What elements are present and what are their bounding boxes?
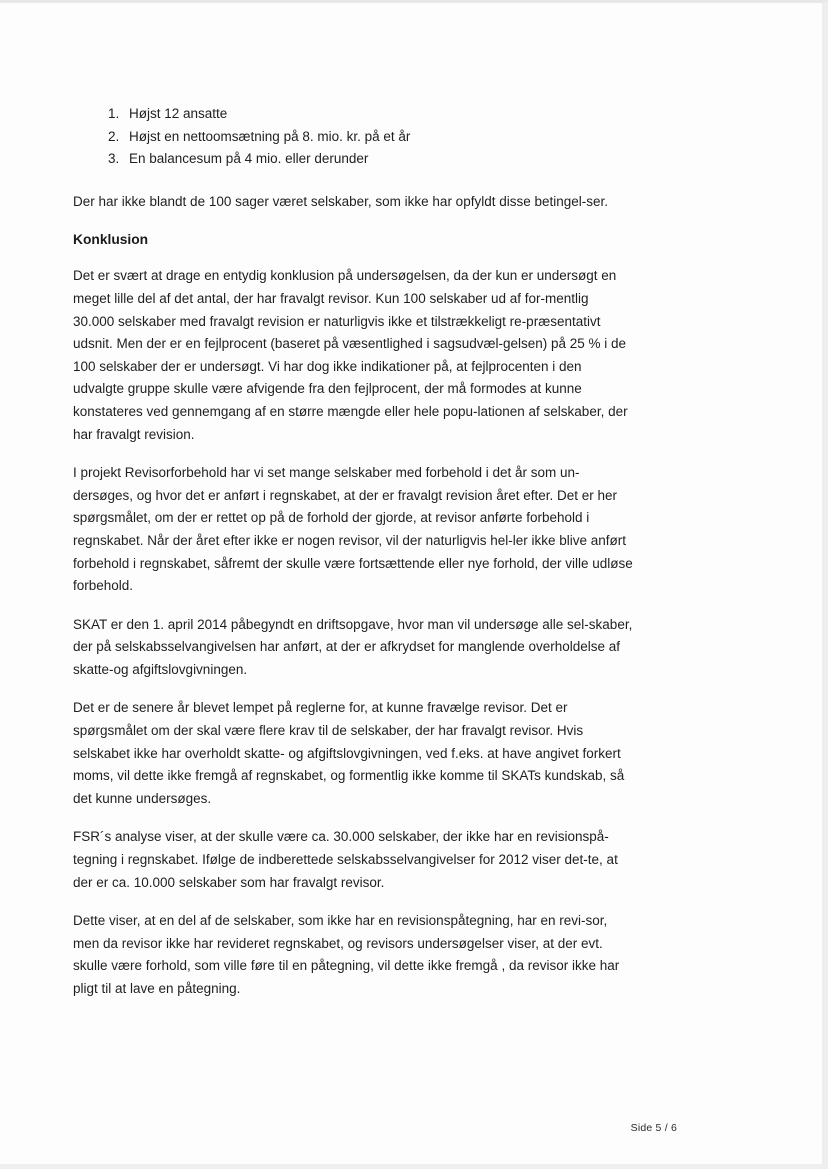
section-heading-konklusion: Konklusion bbox=[73, 232, 149, 248]
criteria-item-1: 1. Højst 12 ansatte bbox=[123, 103, 633, 126]
criteria-item-3: 3. En balancesum på 4 mio. eller derunder bbox=[123, 148, 633, 171]
paragraph-paategning: Dette viser, at en del af de selskaber, som ikke har en revisionspåtegning, har en revi-sor, men da revisor ikke har revideret regnskabet, og revisors undersøgelser viser, at der evt. skulle være forhold, som ville føre til en påtegning, vil dette ikke fremgå , da revisor ikke har pligt til at lave en påtegning. bbox=[73, 913, 620, 996]
paragraph-revisorforbehold: I projekt Revisorforbehold har vi set mange selskaber med forbehold i det år som un-dersøges, og hvor det er anført i regnskabet, at der er fravalgt revision året efter. Det er her spørgsmålet, om der er rettet op på de forhold der gjorde, at revisor anførte forbehold i regnskabet. Når der året efter ikke er nogen revisor, vil der naturligvis hel-ler ikke blive anført forbehold i regnskabet, såfremt der skulle være fortsættende eller nye forhold, der ville udløse forbehold. bbox=[73, 465, 633, 594]
criteria-list bbox=[73, 103, 633, 171]
paragraph-skat-driftsopgave: SKAT er den 1. april 2014 påbegyndt en driftsopgave, hvor man vil undersøge alle sel-skaber, der på selskabsselvangivelsen har anført, at der er afkrydset for manglende overholdelse af skatte-og afgiftslovgivningen. bbox=[73, 616, 633, 677]
paragraph-regler: Det er de senere år blevet lempet på reglerne for, at kunne fravælge revisor. Det er spørgsmålet om der skal være flere krav til de selskaber, der har fravalgt revisor. Hvis selskabet ikke har overholdt skatte- og afgiftslovgivningen, ved f.eks. at have angivet forkert moms, vil dette ikke fremgå af regnskabet, og formentlig ikke komme til SKATs kundskab, så det kunne undersøges. bbox=[73, 700, 625, 806]
paragraph-conclusion: Det er svært at drage en entydig konklusion på undersøgelsen, da der kun er undersøgt en meget lille del af det antal, der har fravalgt revisor. Kun 100 selskaber ud af for-mentlig 30.000 selskaber med fravalgt revision er naturligvis ikke et tilstrækkeligt re-præsentativt udsnit. Men der er en fejlprocent (baseret på væsentlighed i sagsudvæl-gelsen) på 25 % i de 100 selskaber der er undersøgt. Vi har dog ikke indikationer på, at fejlprocenten i den udvalgte gruppe skulle være afvigende fra den fejlprocent, der må formodes at kunne konstateres ved gennemgang af en større mængde eller hele popu-lationen af selskaber, der har fravalgt revision. bbox=[73, 268, 628, 442]
paragraph-criteria-note: Der har ikke blandt de 100 sager været selskaber, som ikke har opfyldt disse betingel-ser. bbox=[73, 193, 609, 209]
paragraph-fsr-analyse: FSR´s analyse viser, at der skulle være ca. 30.000 selskaber, der ikke har en revisionspå-tegning i regnskabet. Ifølge de indberettede selskabsselvangivelser for 2012 viser det-te, at der er ca. 10.000 selskaber som har fravalgt revisor. bbox=[73, 829, 618, 890]
page-content bbox=[73, 103, 633, 1017]
page-number: Side 5 / 6 bbox=[630, 1122, 677, 1134]
criteria-item-2: 2. Højst en nettoomsætning på 8. mio. kr. på et år bbox=[123, 126, 633, 149]
